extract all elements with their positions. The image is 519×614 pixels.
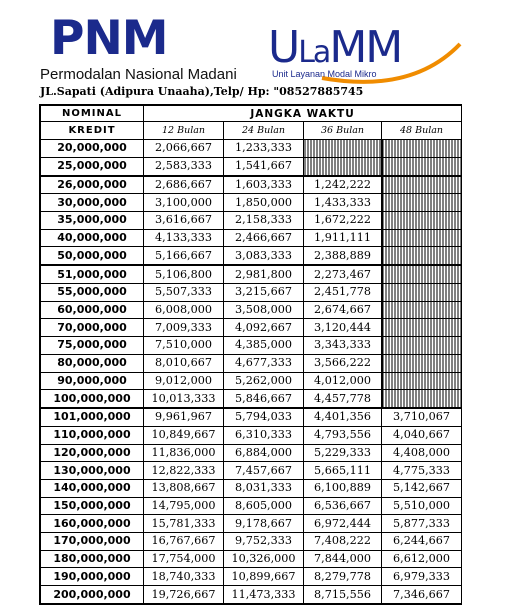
installment-12-cell: 3,616,667 <box>144 212 224 230</box>
table-row <box>41 568 462 586</box>
installment-24-cell: 6,884,000 <box>224 444 304 462</box>
installment-36-cell: 2,273,467 <box>304 265 382 283</box>
installment-12-cell: 8,010,667 <box>144 354 224 372</box>
table-row <box>41 515 462 533</box>
installment-12-cell: 13,808,667 <box>144 479 224 497</box>
nominal-cell: 51,000,000 <box>41 265 144 283</box>
installment-12-cell: 5,166,667 <box>144 247 224 265</box>
installment-12-cell: 14,795,000 <box>144 497 224 515</box>
nominal-cell: 26,000,000 <box>41 176 144 194</box>
nominal-cell: 80,000,000 <box>41 354 144 372</box>
installment-24-cell: 9,178,667 <box>224 515 304 533</box>
nominal-cell: 90,000,000 <box>41 372 144 390</box>
installment-12-cell: 11,836,000 <box>144 444 224 462</box>
nominal-cell: 30,000,000 <box>41 194 144 212</box>
installment-48-cell: 3,710,067 <box>382 408 462 426</box>
nominal-cell: 130,000,000 <box>41 462 144 480</box>
installment-24-cell: 3,508,000 <box>224 301 304 319</box>
unavailable-cell <box>382 176 462 194</box>
installment-36-cell: 4,793,556 <box>304 426 382 444</box>
installment-12-cell: 7,009,333 <box>144 319 224 337</box>
ulamm-u: U <box>268 22 299 73</box>
ulamm-mm: MM <box>329 22 402 73</box>
installment-36-cell: 4,401,356 <box>304 408 382 426</box>
installment-36-cell: 3,120,444 <box>304 319 382 337</box>
installment-12-cell: 5,106,800 <box>144 265 224 283</box>
ulamm-la: La <box>298 35 330 70</box>
table-row <box>41 229 462 247</box>
table-row <box>41 319 462 337</box>
unavailable-cell <box>382 194 462 212</box>
table-row <box>41 284 462 302</box>
installment-12-cell: 2,583,333 <box>144 157 224 175</box>
installment-36-cell: 1,433,333 <box>304 194 382 212</box>
table-row <box>41 586 462 604</box>
installment-36-cell: 5,229,333 <box>304 444 382 462</box>
table-row <box>41 444 462 462</box>
installment-48-cell: 6,244,667 <box>382 533 462 551</box>
nominal-cell: 40,000,000 <box>41 229 144 247</box>
installment-48-cell: 6,979,333 <box>382 568 462 586</box>
month-header-24: 24 Bulan <box>224 122 304 140</box>
table-row <box>41 390 462 408</box>
installment-36-cell: 5,665,111 <box>304 462 382 480</box>
installment-48-cell: 4,408,000 <box>382 444 462 462</box>
installment-24-cell: 3,215,667 <box>224 284 304 302</box>
nominal-cell: 60,000,000 <box>41 301 144 319</box>
unavailable-cell <box>382 301 462 319</box>
nominal-cell: 50,000,000 <box>41 247 144 265</box>
unavailable-cell <box>382 265 462 283</box>
installment-12-cell: 6,008,000 <box>144 301 224 319</box>
nominal-cell: 25,000,000 <box>41 157 144 175</box>
installment-24-cell: 1,541,667 <box>224 157 304 175</box>
nominal-cell: 20,000,000 <box>41 140 144 158</box>
installment-12-cell: 4,133,333 <box>144 229 224 247</box>
nominal-cell: 190,000,000 <box>41 568 144 586</box>
jangka-waktu-header: JANGKA WAKTU <box>144 106 462 122</box>
installment-48-cell: 6,612,000 <box>382 550 462 568</box>
nominal-header-top: NOMINAL <box>41 106 144 122</box>
installment-36-cell: 2,388,889 <box>304 247 382 265</box>
unavailable-cell <box>382 319 462 337</box>
unavailable-cell <box>382 390 462 408</box>
unavailable-cell <box>382 354 462 372</box>
table-row <box>41 301 462 319</box>
installment-24-cell: 1,850,000 <box>224 194 304 212</box>
installment-24-cell: 5,846,667 <box>224 390 304 408</box>
installment-12-cell: 3,100,000 <box>144 194 224 212</box>
installment-24-cell: 3,083,333 <box>224 247 304 265</box>
nominal-cell: 55,000,000 <box>41 284 144 302</box>
table-row <box>41 247 462 265</box>
installment-12-cell: 10,013,333 <box>144 390 224 408</box>
installment-12-cell: 15,781,333 <box>144 515 224 533</box>
installment-24-cell: 4,092,667 <box>224 319 304 337</box>
installment-48-cell: 4,040,667 <box>382 426 462 444</box>
installment-36-cell: 3,343,333 <box>304 337 382 355</box>
table-row <box>41 479 462 497</box>
table-row <box>41 550 462 568</box>
nominal-cell: 70,000,000 <box>41 319 144 337</box>
installment-12-cell: 10,849,667 <box>144 426 224 444</box>
installment-48-cell: 5,142,667 <box>382 479 462 497</box>
unavailable-cell <box>304 157 382 175</box>
installment-36-cell: 7,408,222 <box>304 533 382 551</box>
table-row <box>41 212 462 230</box>
nominal-cell: 150,000,000 <box>41 497 144 515</box>
installment-12-cell: 17,754,000 <box>144 550 224 568</box>
installment-24-cell: 4,677,333 <box>224 354 304 372</box>
nominal-cell: 170,000,000 <box>41 533 144 551</box>
document-header <box>0 0 519 102</box>
installment-36-cell: 4,012,000 <box>304 372 382 390</box>
installment-36-cell: 7,844,000 <box>304 550 382 568</box>
nominal-cell: 160,000,000 <box>41 515 144 533</box>
installment-36-cell: 1,242,222 <box>304 176 382 194</box>
nominal-cell: 180,000,000 <box>41 550 144 568</box>
address-line: JL.Sapati (Adipura Unaaha),Telp/ Hp: "08527885745 <box>40 85 364 98</box>
table-row <box>41 408 462 426</box>
installment-24-cell: 8,605,000 <box>224 497 304 515</box>
installment-36-cell: 8,715,556 <box>304 586 382 604</box>
installment-table <box>39 104 462 605</box>
installment-12-cell: 5,507,333 <box>144 284 224 302</box>
table-row <box>41 265 462 283</box>
installment-36-cell: 6,100,889 <box>304 479 382 497</box>
table-row <box>41 497 462 515</box>
table-row <box>41 372 462 390</box>
pnm-subtitle: Permodalan Nasional Madani <box>40 66 237 83</box>
table-row <box>41 176 462 194</box>
table-row <box>41 354 462 372</box>
installment-36-cell: 6,536,667 <box>304 497 382 515</box>
nominal-cell: 101,000,000 <box>41 408 144 426</box>
installment-12-cell: 18,740,333 <box>144 568 224 586</box>
nominal-cell: 200,000,000 <box>41 586 144 604</box>
month-header-36: 36 Bulan <box>304 122 382 140</box>
table-row <box>41 157 462 175</box>
installment-36-cell: 2,674,667 <box>304 301 382 319</box>
installment-24-cell: 4,385,000 <box>224 337 304 355</box>
installment-36-cell: 4,457,778 <box>304 390 382 408</box>
table-row <box>41 337 462 355</box>
installment-24-cell: 5,794,033 <box>224 408 304 426</box>
table-row <box>41 194 462 212</box>
month-header-12: 12 Bulan <box>144 122 224 140</box>
table-body <box>41 140 462 604</box>
installment-12-cell: 9,012,000 <box>144 372 224 390</box>
unavailable-cell <box>382 372 462 390</box>
table-row <box>41 426 462 444</box>
installment-12-cell: 16,767,667 <box>144 533 224 551</box>
installment-24-cell: 6,310,333 <box>224 426 304 444</box>
nominal-cell: 100,000,000 <box>41 390 144 408</box>
installment-12-cell: 19,726,667 <box>144 586 224 604</box>
installment-48-cell: 7,346,667 <box>382 586 462 604</box>
table-row <box>41 462 462 480</box>
nominal-header-bottom: KREDIT <box>41 122 144 140</box>
installment-24-cell: 1,233,333 <box>224 140 304 158</box>
installment-24-cell: 10,326,000 <box>224 550 304 568</box>
installment-36-cell: 2,451,778 <box>304 284 382 302</box>
nominal-cell: 140,000,000 <box>41 479 144 497</box>
installment-12-cell: 7,510,000 <box>144 337 224 355</box>
installment-24-cell: 2,158,333 <box>224 212 304 230</box>
installment-36-cell: 1,672,222 <box>304 212 382 230</box>
unavailable-cell <box>304 140 382 158</box>
installment-12-cell: 12,822,333 <box>144 462 224 480</box>
unavailable-cell <box>382 337 462 355</box>
unavailable-cell <box>382 284 462 302</box>
unavailable-cell <box>382 212 462 230</box>
nominal-cell: 120,000,000 <box>41 444 144 462</box>
installment-24-cell: 8,031,333 <box>224 479 304 497</box>
unavailable-cell <box>382 157 462 175</box>
month-header-48: 48 Bulan <box>382 122 462 140</box>
nominal-cell: 110,000,000 <box>41 426 144 444</box>
installment-24-cell: 1,603,333 <box>224 176 304 194</box>
installment-24-cell: 2,981,800 <box>224 265 304 283</box>
installment-48-cell: 4,775,333 <box>382 462 462 480</box>
pnm-logo: PNM <box>50 11 168 66</box>
installment-24-cell: 2,466,667 <box>224 229 304 247</box>
table-row <box>41 140 462 158</box>
unavailable-cell <box>382 229 462 247</box>
ulamm-logo <box>262 16 462 86</box>
installment-24-cell: 7,457,667 <box>224 462 304 480</box>
unavailable-cell <box>382 247 462 265</box>
installment-36-cell: 3,566,222 <box>304 354 382 372</box>
table-row <box>41 533 462 551</box>
installment-48-cell: 5,877,333 <box>382 515 462 533</box>
installment-12-cell: 2,686,667 <box>144 176 224 194</box>
installment-48-cell: 5,510,000 <box>382 497 462 515</box>
installment-12-cell: 2,066,667 <box>144 140 224 158</box>
installment-12-cell: 9,961,967 <box>144 408 224 426</box>
unavailable-cell <box>382 140 462 158</box>
installment-36-cell: 8,279,778 <box>304 568 382 586</box>
installment-36-cell: 1,911,111 <box>304 229 382 247</box>
nominal-cell: 75,000,000 <box>41 337 144 355</box>
ulamm-tagline: Unit Layanan Modal Mikro <box>272 69 377 79</box>
installment-24-cell: 11,473,333 <box>224 586 304 604</box>
installment-24-cell: 9,752,333 <box>224 533 304 551</box>
installment-24-cell: 5,262,000 <box>224 372 304 390</box>
installment-36-cell: 6,972,444 <box>304 515 382 533</box>
installment-24-cell: 10,899,667 <box>224 568 304 586</box>
nominal-cell: 35,000,000 <box>41 212 144 230</box>
